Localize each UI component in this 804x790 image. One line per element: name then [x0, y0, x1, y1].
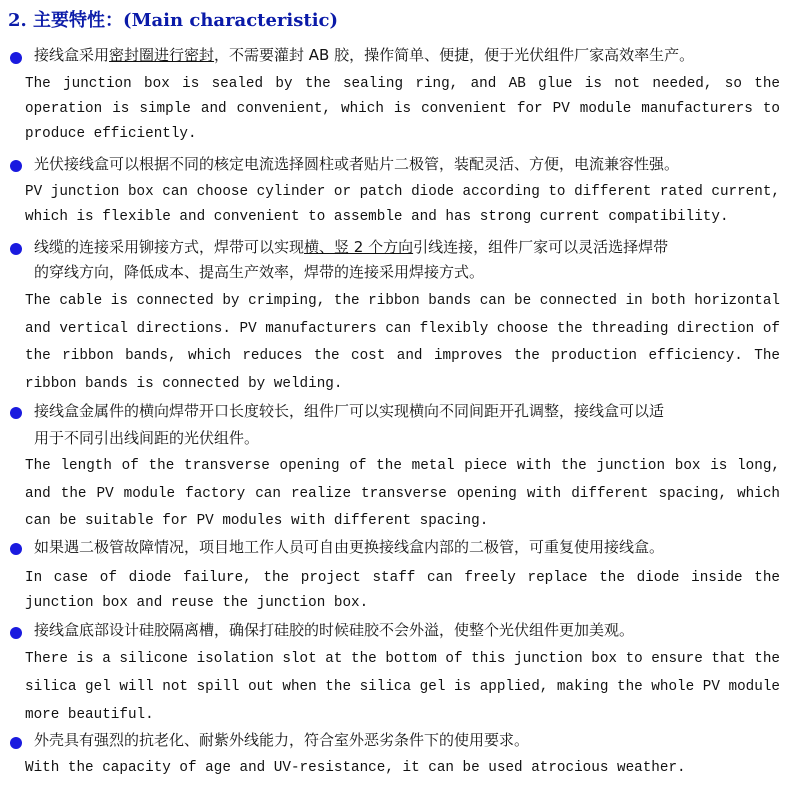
- bullet-icon: [10, 627, 22, 639]
- chinese-text: 的穿线方向，降低成本、提高生产效率，焊带的连接采用焊接方式。: [34, 263, 485, 281]
- chinese-text: 用于不同引出线间距的光伏组件。: [34, 429, 260, 447]
- chinese-text: 光伏接线盒可以根据不同的核定电流选择圆柱或者贴片二极管，装配灵活、方便，电流兼容性强。: [34, 155, 680, 173]
- bullet-icon: [10, 407, 22, 419]
- underlined-text: 密封圈进行密封: [109, 46, 215, 64]
- english-text: With the capacity of age and UV-resistance, it can be used atrocious weather.: [25, 760, 686, 776]
- english-text: The junction box is sealed by the sealing ring, and AB glue is not needed, so the operation is simple and convenient, which is convenient for PV module manufacturers to produce efficiently.: [25, 76, 780, 142]
- english-text: In case of diode failure, the project staff can freely replace the diode inside the junction box and reuse the junction box.: [25, 570, 780, 611]
- chinese-text: 如果遇二极管故障情况，项目地工作人员可自由更换接线盒内部的二极管，可重复使用接线盒。: [34, 538, 665, 556]
- chinese-text: 接线盒采用密封圈进行密封，不需要灌封 AB 胶，操作简单、便捷，便于光伏组件厂家高效率生产。: [34, 46, 695, 64]
- chinese-text: 外壳具有强烈的抗老化、耐紫外线能力，符合室外恶劣条件下的使用要求。: [34, 731, 530, 749]
- english-text: PV junction box can choose cylinder or patch diode according to different rated current, which is flexible and convenient to assemble and has strong current compatibility.: [25, 184, 780, 225]
- english-text: There is a silicone isolation slot at the bottom of this junction box to ensure that the silica gel will not spill out when the silica gel is applied, making the whole PV module more beautiful.: [25, 651, 780, 723]
- bullet-icon: [10, 737, 22, 749]
- underlined-text: 横、竖 2 个方向: [304, 238, 414, 256]
- bullet-icon: [10, 543, 22, 555]
- chinese-text: 接线盒金属件的横向焊带开口长度较长，组件厂可以实现横向不同间距开孔调整，接线盒可以适: [34, 402, 665, 420]
- chinese-text: 接线盒底部设计硅胶隔离槽，确保打硅胶的时候硅胶不会外溢，使整个光伏组件更加美观。: [34, 621, 635, 639]
- english-text: The length of the transverse opening of the metal piece with the junction box is long, and the PV module factory can realize transverse opening with different spacing, which can be suitable for PV modules with different spacing.: [25, 458, 780, 529]
- chinese-text: 线缆的连接采用铆接方式，焊带可以实现横、竖 2 个方向引线连接，组件厂家可以灵活选择焊带: [34, 238, 669, 256]
- bullet-icon: [10, 243, 22, 255]
- bullet-icon: [10, 160, 22, 172]
- english-text: The cable is connected by crimping, the ribbon bands can be connected in both horizontal and vertical directions. PV manufacturers can flexibly choose the threading direction of the ribbon bands, which reduces the cost and improves the production efficiency. The ribbon bands is connected by welding.: [25, 293, 780, 392]
- section-title: 2. 主要特性：(Main characteristic): [8, 10, 339, 31]
- bullet-icon: [10, 52, 22, 64]
